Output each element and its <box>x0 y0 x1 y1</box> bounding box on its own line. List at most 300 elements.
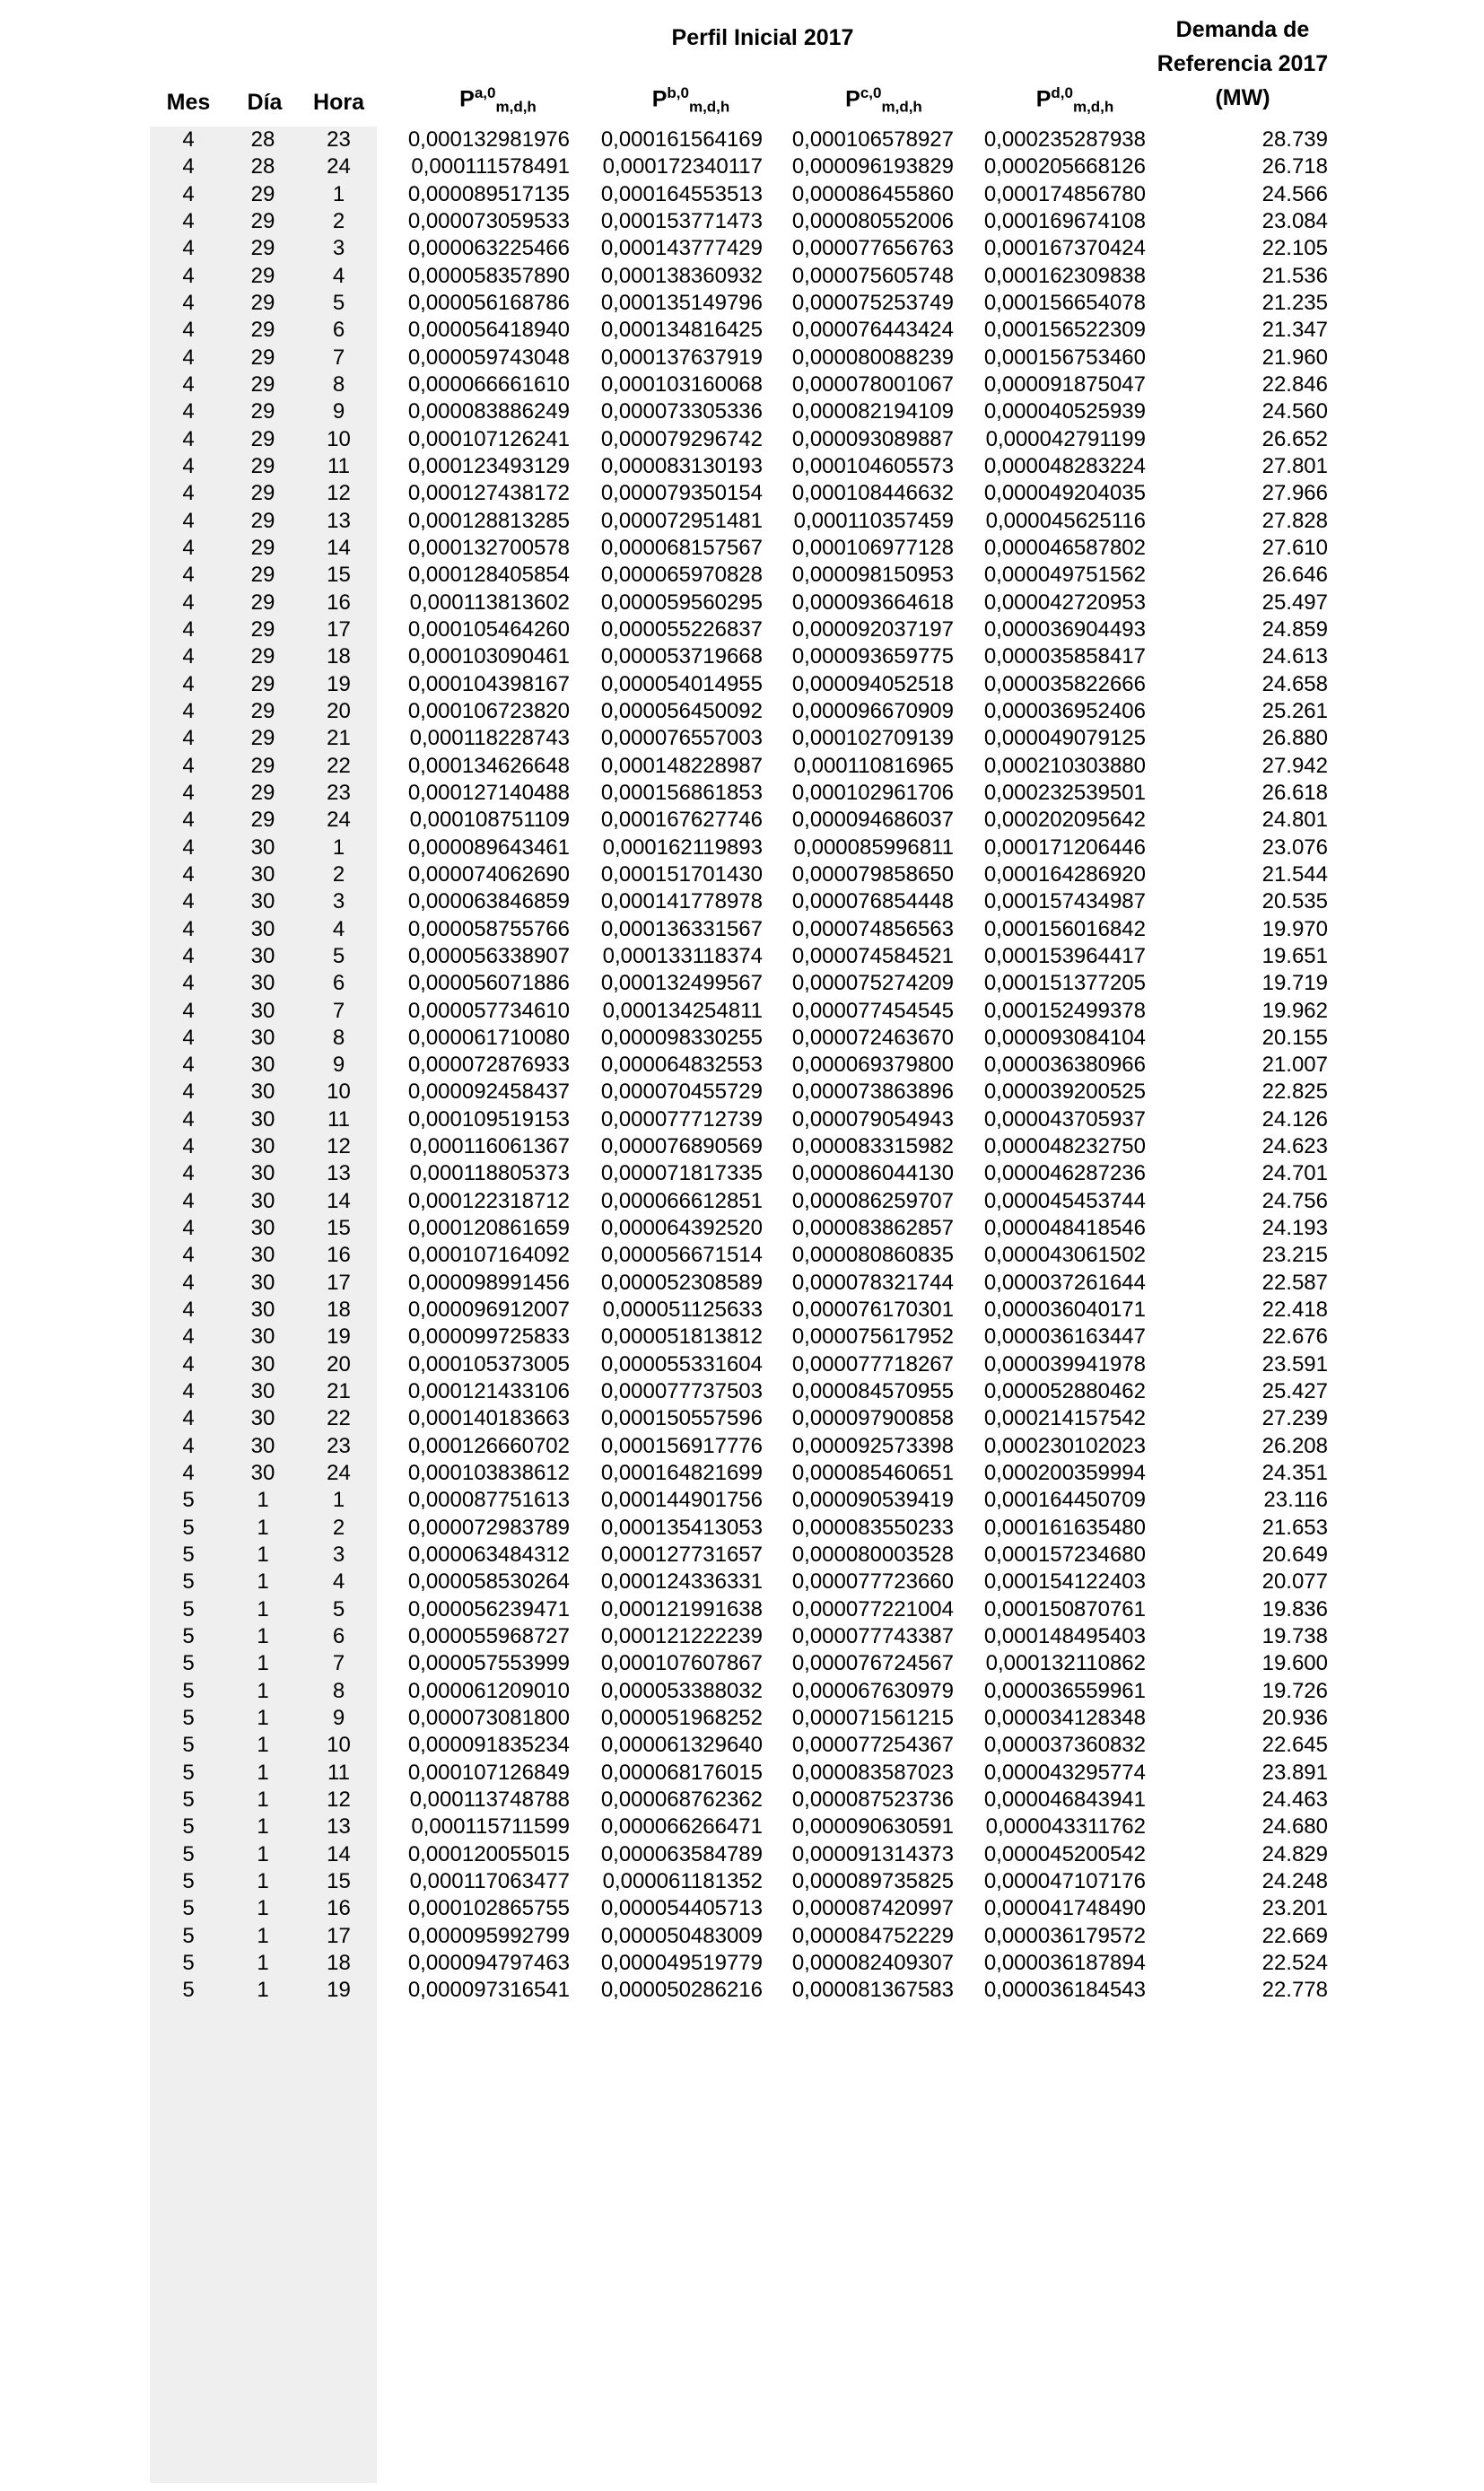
header-pd-sup: d,0 <box>1051 84 1073 101</box>
cell-pa: 0,000056239471 <box>407 1596 570 1621</box>
cell-pb: 0,000151701430 <box>600 861 763 887</box>
cell-pb: 0,000098330255 <box>600 1025 763 1050</box>
cell-hora: 7 <box>332 1651 345 1676</box>
cell-pc: 0,000083550233 <box>791 1515 954 1540</box>
cell-pd: 0,000041748490 <box>983 1896 1146 1921</box>
cell-pd: 0,000046287236 <box>983 1161 1146 1186</box>
cell-pa: 0,000072983789 <box>407 1515 570 1540</box>
cell-pd: 0,000153964417 <box>983 943 1146 968</box>
table-row <box>0 1950 1484 1977</box>
cell-dia: 29 <box>250 698 275 723</box>
cell-pd: 0,000235287938 <box>983 127 1146 152</box>
cell-pc: 0,000091314373 <box>791 1841 954 1866</box>
cell-mes: 4 <box>182 1216 195 1241</box>
cell-pa: 0,000122318712 <box>407 1188 570 1213</box>
cell-dia: 30 <box>250 1025 275 1050</box>
cell-dia: 29 <box>250 345 275 370</box>
cell-hora: 11 <box>327 1106 350 1132</box>
cell-mes: 4 <box>182 208 195 233</box>
cell-dia: 1 <box>257 1923 269 1948</box>
cell-pd: 0,000036559961 <box>983 1678 1146 1703</box>
cell-pd: 0,000045453744 <box>983 1188 1146 1213</box>
cell-pc: 0,000087420997 <box>791 1896 954 1921</box>
header-pc <box>794 84 973 116</box>
cell-hora: 4 <box>332 916 345 941</box>
cell-dia: 29 <box>250 426 275 451</box>
cell-pb: 0,000103160068 <box>600 371 763 397</box>
cell-pd: 0,000036187894 <box>983 1950 1146 1975</box>
cell-pc: 0,000067630979 <box>791 1678 954 1703</box>
cell-dia: 29 <box>250 753 275 778</box>
cell-demanda: 24.829 <box>1261 1841 1328 1866</box>
cell-demanda: 23.891 <box>1261 1760 1328 1785</box>
header-pa <box>408 84 588 116</box>
cell-demanda: 23.076 <box>1261 835 1328 860</box>
cell-pb: 0,000164821699 <box>600 1461 763 1486</box>
cell-pa: 0,000059743048 <box>407 345 570 370</box>
cell-demanda: 23.084 <box>1261 208 1328 233</box>
cell-pb: 0,000068157567 <box>600 535 763 560</box>
table-row <box>0 290 1484 317</box>
table-row <box>0 616 1484 643</box>
cell-pd: 0,000037261644 <box>983 1270 1146 1295</box>
cell-demanda: 19.962 <box>1261 998 1328 1023</box>
cell-mes: 4 <box>182 1379 195 1404</box>
cell-mes: 4 <box>182 726 195 751</box>
cell-pd: 0,000042791199 <box>985 426 1146 451</box>
table-row <box>0 453 1484 480</box>
cell-pa: 0,000074062690 <box>407 861 570 887</box>
cell-pb: 0,000167627746 <box>600 808 763 833</box>
cell-pb: 0,000061329640 <box>600 1733 763 1758</box>
cell-mes: 4 <box>182 508 195 533</box>
cell-demanda: 27.801 <box>1261 453 1328 478</box>
cell-pd: 0,000202095642 <box>983 808 1146 833</box>
cell-mes: 4 <box>182 1351 195 1377</box>
cell-pb: 0,000049519779 <box>600 1950 763 1975</box>
cell-hora: 15 <box>327 563 351 588</box>
cell-pa: 0,000056338907 <box>407 943 570 968</box>
data-table-body <box>0 127 1484 2005</box>
cell-pd: 0,000049751562 <box>983 563 1146 588</box>
cell-pa: 0,000132700578 <box>407 535 570 560</box>
cell-demanda: 24.463 <box>1261 1787 1328 1813</box>
cell-mes: 5 <box>182 1869 195 1893</box>
table-row <box>0 208 1484 235</box>
cell-pb: 0,000150557596 <box>600 1406 763 1431</box>
cell-pc: 0,000096193829 <box>791 154 954 179</box>
cell-pb: 0,000064832553 <box>600 1053 763 1078</box>
cell-hora: 18 <box>327 644 351 669</box>
cell-pb: 0,000107607867 <box>600 1651 763 1676</box>
cell-pd: 0,000034128348 <box>983 1706 1146 1731</box>
header-mes: Mes <box>166 90 211 115</box>
cell-pb: 0,000083130193 <box>600 453 763 478</box>
cell-mes: 5 <box>182 1543 195 1568</box>
cell-pd: 0,000171206446 <box>983 835 1146 860</box>
cell-pa: 0,000089517135 <box>407 181 570 206</box>
cell-pb: 0,000156861853 <box>600 780 763 805</box>
cell-pb: 0,000133118374 <box>602 943 763 968</box>
header-pa-sup: a,0 <box>474 84 496 101</box>
cell-mes: 5 <box>182 1950 195 1975</box>
cell-dia: 29 <box>250 590 275 615</box>
cell-dia: 1 <box>257 1569 269 1595</box>
table-row <box>0 1025 1484 1052</box>
cell-hora: 3 <box>332 236 345 261</box>
cell-pc: 0,000074584521 <box>791 943 954 968</box>
cell-dia: 30 <box>250 889 275 914</box>
cell-pd: 0,000156753460 <box>983 345 1146 370</box>
cell-mes: 4 <box>182 399 195 424</box>
cell-hora: 5 <box>332 943 345 968</box>
cell-dia: 29 <box>250 263 275 288</box>
cell-dia: 29 <box>250 644 275 669</box>
cell-pc: 0,000084570955 <box>791 1379 954 1404</box>
cell-mes: 4 <box>182 780 195 805</box>
cell-pc: 0,000102961706 <box>791 780 954 805</box>
header-dia: Día <box>247 90 283 115</box>
cell-pd: 0,000164286920 <box>983 861 1146 887</box>
cell-pa: 0,000103838612 <box>407 1461 570 1486</box>
cell-pa: 0,000128813285 <box>407 508 570 533</box>
cell-hora: 7 <box>332 998 345 1023</box>
cell-pc: 0,000102709139 <box>791 726 954 751</box>
cell-pd: 0,000043295774 <box>983 1760 1146 1785</box>
cell-dia: 1 <box>257 1543 269 1568</box>
table-row <box>0 671 1484 698</box>
cell-pa: 0,000058530264 <box>407 1569 570 1595</box>
cell-pa: 0,000118805373 <box>409 1161 570 1186</box>
cell-pa: 0,000073059533 <box>407 208 570 233</box>
cell-hora: 13 <box>327 1814 351 1840</box>
cell-mes: 4 <box>182 154 195 179</box>
cell-dia: 30 <box>250 998 275 1023</box>
cell-hora: 23 <box>327 127 351 152</box>
cell-pb: 0,000153771473 <box>600 208 763 233</box>
cell-demanda: 26.718 <box>1261 154 1328 179</box>
cell-dia: 30 <box>250 916 275 941</box>
cell-mes: 4 <box>182 426 195 451</box>
cell-hora: 16 <box>327 1896 351 1921</box>
cell-pc: 0,000093089887 <box>791 426 954 451</box>
cell-pc: 0,000069379800 <box>791 1053 954 1078</box>
cell-pa: 0,000105373005 <box>407 1351 570 1377</box>
demand-header-line-2: Referencia 2017 <box>1157 51 1329 76</box>
cell-hora: 2 <box>332 208 345 233</box>
table-row <box>0 753 1484 780</box>
cell-hora: 9 <box>332 1053 345 1078</box>
cell-pc: 0,000090630591 <box>791 1814 954 1840</box>
cell-dia: 29 <box>250 726 275 751</box>
table-row <box>0 698 1484 725</box>
cell-pb: 0,000063584789 <box>600 1841 763 1866</box>
cell-pb: 0,000156917776 <box>600 1433 763 1458</box>
cell-pa: 0,000102865755 <box>407 1896 570 1921</box>
cell-pb: 0,000064392520 <box>600 1216 763 1241</box>
cell-dia: 29 <box>250 508 275 533</box>
cell-pd: 0,000036163447 <box>983 1324 1146 1350</box>
cell-demanda: 24.658 <box>1261 671 1328 696</box>
table-row <box>0 1596 1484 1623</box>
cell-dia: 29 <box>250 535 275 560</box>
cell-pa: 0,000140183663 <box>407 1406 570 1431</box>
cell-pb: 0,000066612851 <box>600 1188 763 1213</box>
cell-hora: 8 <box>332 1678 345 1703</box>
cell-dia: 30 <box>250 1324 275 1350</box>
cell-hora: 23 <box>327 1433 351 1458</box>
cell-pa: 0,000134626648 <box>407 753 570 778</box>
cell-demanda: 25.497 <box>1261 590 1328 615</box>
cell-pa: 0,000092458437 <box>407 1079 570 1105</box>
cell-hora: 13 <box>327 508 351 533</box>
cell-mes: 4 <box>182 1324 195 1350</box>
cell-pc: 0,000076443424 <box>791 318 954 343</box>
cell-hora: 24 <box>327 1461 351 1486</box>
cell-pb: 0,000077737503 <box>600 1379 763 1404</box>
cell-pd: 0,000036184543 <box>983 1978 1146 2003</box>
cell-pb: 0,000061181352 <box>602 1869 763 1893</box>
cell-demanda: 19.970 <box>1261 916 1328 941</box>
table-row <box>0 1133 1484 1160</box>
cell-dia: 29 <box>250 808 275 833</box>
table-row <box>0 181 1484 208</box>
table-row <box>0 1650 1484 1677</box>
cell-pa: 0,000108751109 <box>409 808 570 833</box>
cell-mes: 5 <box>182 1841 195 1866</box>
cell-demanda: 24.613 <box>1261 644 1328 669</box>
cell-pa: 0,000073081800 <box>407 1706 570 1731</box>
cell-pc: 0,000077254367 <box>791 1733 954 1758</box>
cell-pc: 0,000083315982 <box>791 1134 954 1159</box>
cell-dia: 30 <box>250 1161 275 1186</box>
cell-dia: 30 <box>250 1106 275 1132</box>
cell-demanda: 21.347 <box>1261 318 1328 343</box>
cell-hora: 13 <box>327 1161 351 1186</box>
cell-mes: 5 <box>182 1760 195 1785</box>
cell-pd: 0,000037360832 <box>983 1733 1146 1758</box>
cell-demanda: 19.600 <box>1261 1651 1328 1676</box>
cell-pb: 0,000059560295 <box>600 590 763 615</box>
cell-demanda: 22.778 <box>1261 1978 1328 2003</box>
cell-pd: 0,000043061502 <box>983 1243 1146 1268</box>
cell-pb: 0,000164553513 <box>600 181 763 206</box>
cell-demanda: 27.942 <box>1261 753 1328 778</box>
cell-pd: 0,000049079125 <box>983 726 1146 751</box>
cell-mes: 4 <box>182 943 195 968</box>
table-row <box>0 916 1484 943</box>
cell-hora: 6 <box>332 971 345 996</box>
cell-pc: 0,000076854448 <box>791 889 954 914</box>
cell-mes: 4 <box>182 127 195 152</box>
cell-pc: 0,000080003528 <box>791 1543 954 1568</box>
cell-pd: 0,000154122403 <box>983 1569 1146 1595</box>
cell-mes: 4 <box>182 1406 195 1431</box>
cell-pd: 0,000043705937 <box>983 1106 1146 1132</box>
cell-pa: 0,000104398167 <box>407 671 570 696</box>
header-pd-sub: m,d,h <box>1072 98 1114 116</box>
cell-hora: 17 <box>327 1270 351 1295</box>
cell-pd: 0,000039200525 <box>983 1079 1146 1105</box>
cell-pa: 0,000087751613 <box>407 1488 570 1513</box>
cell-mes: 4 <box>182 1433 195 1458</box>
cell-mes: 5 <box>182 1787 195 1813</box>
cell-pd: 0,000200359994 <box>983 1461 1146 1486</box>
cell-pa: 0,000056071886 <box>407 971 570 996</box>
cell-pb: 0,000056450092 <box>600 698 763 723</box>
cell-pc: 0,000075617952 <box>791 1324 954 1350</box>
cell-pb: 0,000050483009 <box>600 1923 763 1948</box>
table-row <box>0 1787 1484 1814</box>
cell-mes: 4 <box>182 753 195 778</box>
header-pc-sub: m,d,h <box>881 98 922 116</box>
cell-pd: 0,000036380966 <box>983 1053 1146 1078</box>
cell-dia: 1 <box>257 1678 269 1703</box>
table-row <box>0 153 1484 180</box>
cell-dia: 30 <box>250 1379 275 1404</box>
cell-dia: 30 <box>250 1270 275 1295</box>
cell-dia: 30 <box>250 971 275 996</box>
cell-dia: 30 <box>250 1461 275 1486</box>
cell-pa: 0,000117063477 <box>409 1869 570 1893</box>
cell-pc: 0,000074856563 <box>791 916 954 941</box>
cell-pb: 0,000054405713 <box>600 1896 763 1921</box>
cell-pd: 0,000174856780 <box>983 181 1146 206</box>
cell-pc: 0,000080088239 <box>791 345 954 370</box>
cell-pd: 0,000036179572 <box>983 1923 1146 1948</box>
header-hora: Hora <box>313 90 364 115</box>
cell-dia: 30 <box>250 861 275 887</box>
cell-demanda: 21.960 <box>1261 345 1328 370</box>
cell-pc: 0,000097900858 <box>791 1406 954 1431</box>
table-row <box>0 780 1484 807</box>
cell-hora: 11 <box>327 1760 350 1785</box>
cell-pa: 0,000127438172 <box>407 481 570 506</box>
cell-demanda: 23.116 <box>1263 1488 1328 1513</box>
cell-pc: 0,000086259707 <box>791 1188 954 1213</box>
header-pd-base: P <box>1035 86 1052 112</box>
cell-pd: 0,000048232750 <box>983 1134 1146 1159</box>
cell-hora: 6 <box>332 1624 345 1649</box>
cell-pc: 0,000082194109 <box>791 399 954 424</box>
cell-dia: 29 <box>250 208 275 233</box>
cell-mes: 4 <box>182 998 195 1023</box>
table-row <box>0 1515 1484 1542</box>
cell-pb: 0,000079350154 <box>600 481 763 506</box>
cell-dia: 28 <box>250 127 275 152</box>
cell-pc: 0,000106977128 <box>791 535 954 560</box>
cell-pd: 0,000132110862 <box>985 1651 1146 1676</box>
cell-dia: 29 <box>250 371 275 397</box>
cell-pc: 0,000077743387 <box>791 1624 954 1649</box>
cell-hora: 7 <box>332 345 345 370</box>
cell-hora: 14 <box>327 535 351 560</box>
cell-demanda: 22.418 <box>1261 1298 1328 1323</box>
cell-dia: 1 <box>257 1651 269 1676</box>
cell-hora: 4 <box>332 263 345 288</box>
cell-hora: 15 <box>327 1869 351 1893</box>
cell-pc: 0,000080860835 <box>791 1243 954 1268</box>
cell-pc: 0,000075253749 <box>791 290 954 315</box>
cell-pd: 0,000047107176 <box>983 1869 1146 1893</box>
cell-pc: 0,000079858650 <box>791 861 954 887</box>
cell-pc: 0,000094686037 <box>791 808 954 833</box>
cell-dia: 29 <box>250 290 275 315</box>
cell-pd: 0,000042720953 <box>983 590 1146 615</box>
table-row <box>0 1487 1484 1514</box>
cell-hora: 1 <box>332 181 345 206</box>
cell-mes: 4 <box>182 1025 195 1050</box>
cell-pd: 0,000152499378 <box>983 998 1146 1023</box>
cell-demanda: 26.652 <box>1261 426 1328 451</box>
cell-pc: 0,000085460651 <box>791 1461 954 1486</box>
cell-pa: 0,000109519153 <box>407 1106 570 1132</box>
cell-pb: 0,000055226837 <box>600 616 763 642</box>
cell-demanda: 24.193 <box>1261 1216 1328 1241</box>
cell-demanda: 24.623 <box>1261 1134 1328 1159</box>
cell-mes: 5 <box>182 1978 195 2003</box>
table-row <box>0 1542 1484 1569</box>
cell-pa: 0,000128405854 <box>407 563 570 588</box>
cell-pb: 0,000071817335 <box>600 1161 763 1186</box>
header-pa-base: P <box>459 86 475 112</box>
cell-mes: 5 <box>182 1923 195 1948</box>
cell-pc: 0,000090539419 <box>791 1488 954 1513</box>
table-row <box>0 1215 1484 1242</box>
table-row <box>0 1324 1484 1350</box>
cell-demanda: 28.739 <box>1261 127 1328 152</box>
cell-pb: 0,000051125633 <box>602 1298 763 1323</box>
cell-pb: 0,000050286216 <box>600 1978 763 2003</box>
header-pb-sub: m,d,h <box>688 98 730 116</box>
cell-pa: 0,000116061367 <box>409 1134 570 1159</box>
cell-pc: 0,000083587023 <box>791 1760 954 1785</box>
cell-hora: 17 <box>327 1923 351 1948</box>
cell-pa: 0,000127140488 <box>407 780 570 805</box>
table-row <box>0 1052 1484 1079</box>
cell-mes: 5 <box>182 1569 195 1595</box>
cell-pa: 0,000126660702 <box>407 1433 570 1458</box>
cell-hora: 19 <box>327 671 351 696</box>
cell-pc: 0,000071561215 <box>791 1706 954 1731</box>
cell-mes: 4 <box>182 1243 195 1268</box>
table-row <box>0 861 1484 888</box>
cell-pb: 0,000053719668 <box>600 644 763 669</box>
cell-mes: 5 <box>182 1596 195 1621</box>
cell-hora: 3 <box>332 889 345 914</box>
cell-dia: 30 <box>250 1351 275 1377</box>
cell-demanda: 19.726 <box>1261 1678 1328 1703</box>
cell-demanda: 20.535 <box>1261 889 1328 914</box>
table-row <box>0 235 1484 262</box>
cell-pb: 0,000066266471 <box>600 1814 763 1840</box>
cell-pa: 0,000063846859 <box>407 889 570 914</box>
table-row <box>0 998 1484 1025</box>
cell-pb: 0,000172340117 <box>602 154 763 179</box>
cell-pd: 0,000035822666 <box>983 671 1146 696</box>
demand-column-header <box>1139 13 1346 115</box>
cell-pc: 0,000075605748 <box>791 263 954 288</box>
cell-pc: 0,000093659775 <box>791 644 954 669</box>
cell-pa: 0,000057734610 <box>407 998 570 1023</box>
cell-pb: 0,000065970828 <box>600 563 763 588</box>
table-row <box>0 1270 1484 1297</box>
header-pd <box>985 84 1165 116</box>
cell-hora: 21 <box>327 726 351 751</box>
table-row <box>0 426 1484 453</box>
table-row <box>0 1433 1484 1460</box>
cell-dia: 1 <box>257 1488 269 1513</box>
